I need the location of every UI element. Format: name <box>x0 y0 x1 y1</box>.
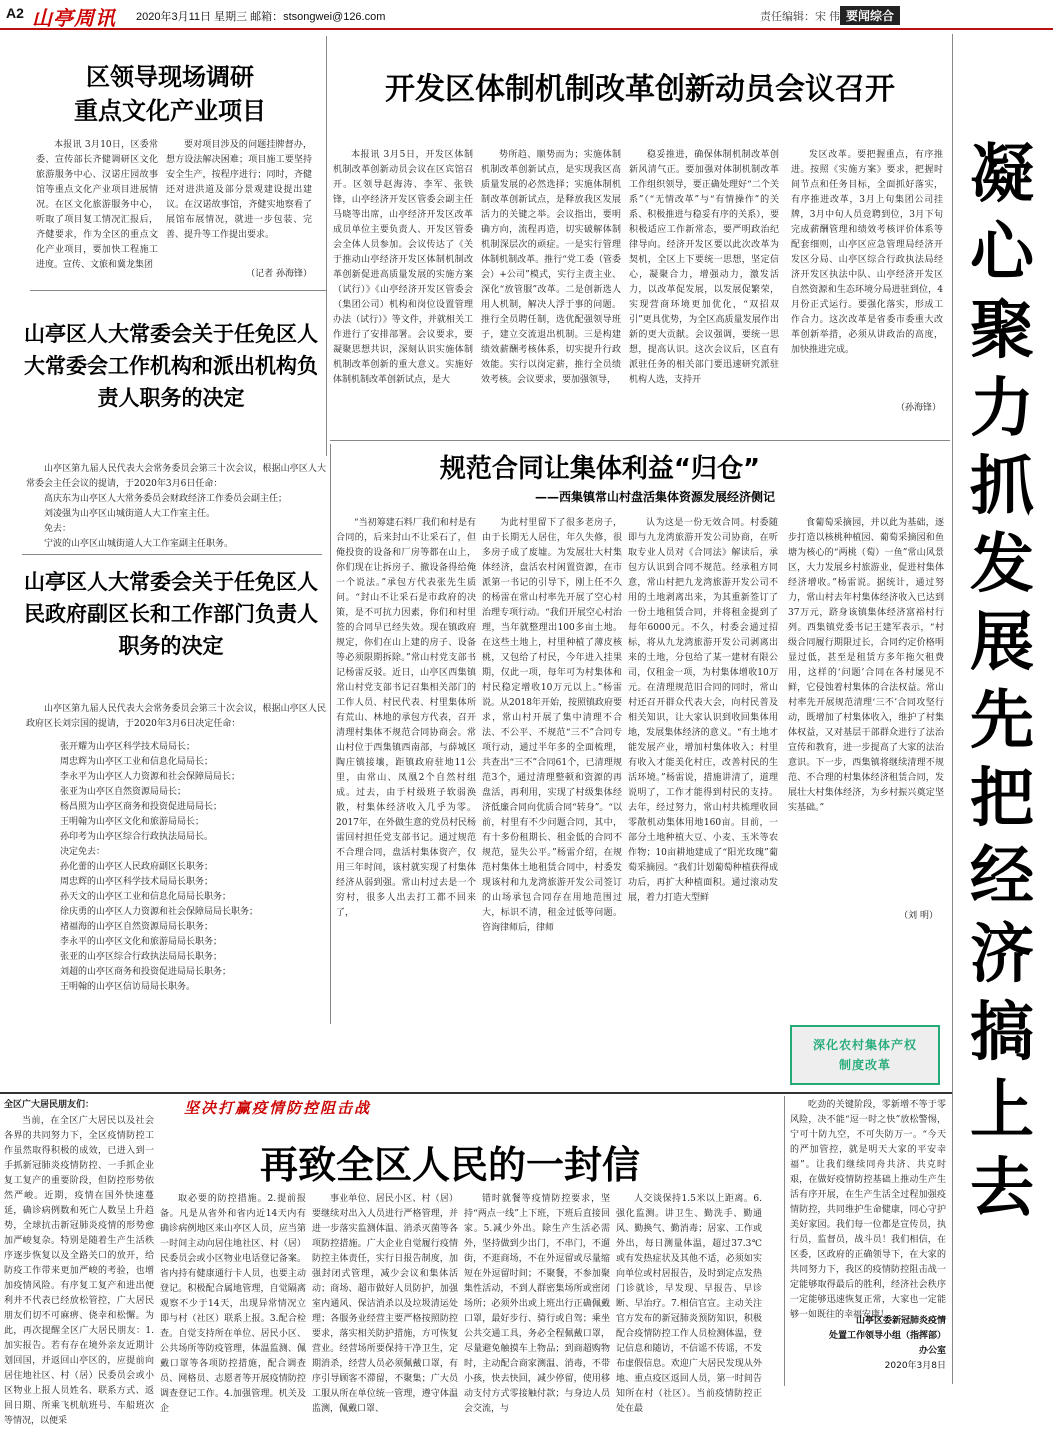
article2-headline: 开发区体制机制改革创新动员会议召开 <box>385 72 895 107</box>
article5-col4 <box>788 516 944 906</box>
article6-col0 <box>4 1114 154 1426</box>
article3-body <box>26 462 326 552</box>
letter-salutation: 全区广大居民朋友们： <box>4 1100 95 1110</box>
article6-col1-text: 取必要的防控措施。2.提前报备。凡是从省外和省内近14天内有确诊病例地区来山亭区人员，应当第一时间主动向居住地社区、村（居）民委员会或小区物业电话登记备案。省内持有健康通行卡人员，也要主动登记。积极配合属地管理，自觉隔离观察不少于14天，出现异常情况立即与村（社区）联系上报。3.配合检查。自觉支持所在单位、居民小区、公共场所等防疫管理，体温监测、佩戴口罩等各项防控措施，配合调查员、网格员、志愿者等开展疫情防控调查登记工作。4.加强管理。机关及企 <box>160 1194 306 1414</box>
article2-col3-text: 稳妥推进，确保体制机制改革创新风清气正。要加强对体制机制改革工作组织领导，要正确处理好“二个关系”（“无情改革”与“有情操作”的关系、积极推进与稳妥有序的关系），要积极适应工作新常态，要严明政治纪律导向。经济开发区要以此次改革为契机，全区上下要统一思想，坚定信心，凝聚合力，增强动力，激发活力，以改革促发展，以发展促繁荣，实现营商环境更加优化，“双招双引”更具优势，为全区高质量发展作出新的更大贡献。会议强调，要统一思想，提高认识。这次会议后，区直有派驻任务的相关部门要迅速研究派驻机构人选，支持开 <box>629 150 779 385</box>
page-number: A2 <box>6 5 24 21</box>
signature-line: 办公室 <box>918 1346 946 1356</box>
article6-col4 <box>616 1192 762 1414</box>
section-divider <box>330 440 950 441</box>
slogan-divider <box>952 34 953 1384</box>
article-divider <box>330 444 331 1024</box>
article2-col4 <box>791 148 943 388</box>
list-item: 杨昌照为山亭区商务和投资促进局局长； <box>60 802 223 812</box>
article3-para: 刘凌强为山亭区山城街道人大工作室主任。 <box>44 509 216 519</box>
article5-col2-text: 为此村里留下了很多老房子，由于长期无人居住，年久失修，很多房子成了废墟。为发展壮大村集体经济，盘活农村闲置资源，在市派第一书记的引导下，刚上任不久的杨雷在常山村率先开展了空心村治理专项行动。“我们开展空心村治理，当年就整理出100多亩土地。在这些土地上，村里种植了薄皮核桃，又包给了村民，今年进入挂果期，仅此一项，每年可为村集体和村民稳定增收10万元以上。”杨雷说。从2018年开始，按照镇政府要求，常山村开展了集中清理不合法、不公平、不规范“三不”合同专项行动，通过半年多的全面梳理，共查出“三不”合同61个，已清理规范3个，通过清理整顿和资源的再盘活，再利用，实现了村级集体经济低廉合同向优质合同“转身”。“以前，村里有不少问题合同，其中，有十多份租期长、租金低的合同不规范，显失公平。”杨雷介绍，在规范村集体土地租赁合同中，村委发现该村和九龙湾旅游开发公司签订的山场承包合同存在用地范围过大，标识不清，租金过低等问题。咨询律师后，律师 <box>482 518 622 933</box>
article1-title-line2: 重点文化产业项目 <box>74 97 266 125</box>
letter-date: 2020年3月8日 <box>884 1361 946 1371</box>
article6-col2-text: 事业单位、居民小区、村（居）要继续对出入人员进行严格管理，并进一步落实监测体温、消杀灭菌等各项防控措施。广大企业自觉履行疫情防控主体责任，实行日报告制度，加强封闭式管理，减少会议和集体活动；商场、超市做好人员防护，加强室内通风、保洁消杀以及垃圾清运处理；各服务业经营主要严格按照防控要求，落实相关防护措施，方可恢复营业。经营场所要保持干净卫生，定期消杀，经营人员必须佩戴口罩，有序引导顾客不滞留，不聚集；广大员工服从所在单位统一管理，遵守体温监测，佩戴口罩、 <box>312 1194 458 1414</box>
list-item: 张亚的山亭区综合行政执法局局长职务； <box>60 952 223 962</box>
section-divider <box>0 1092 952 1094</box>
article6-col3 <box>464 1192 610 1414</box>
article-divider <box>784 1096 785 1386</box>
section-divider <box>30 290 326 291</box>
list-item: 褚福海的山亭区自然资源局局长职务； <box>60 922 214 932</box>
article4-headline: 山亭区人大常委会关于任免区人民政府副区长和工作部门负责人职务的决定 <box>24 570 318 658</box>
article1-col2-text: 要对项目涉及的问题挂牌督办，想方设法解决困难；项目施工要坚持安全生产，按程序进行；同时，齐健还对进洪道及部分景观建设提出建议。在汉诺故事馆，齐健实地察看了展馆布展情况，就进一步包装、完善、提升等工作提出要求。 <box>166 140 312 240</box>
article5-col3-text: 认为这是一份无效合同。村委随即与九龙湾旅游开发公司协商，在听取专业人员对《合同法》解读后，承包方认识到合同不规范。经承租方同意，常山村把九龙湾旅游开发公司不用的土地剥离出来，为其重新签订了一份土地租赁合同，并将租金提到了每年6000元。不久，村委会通过招标，将从九龙湾旅游开发公司剥离出来的土地，分包给了某一建材有限公司，仅租金一项，为村集体增收10万元。在清理规范旧合同的同时，常山村还召开群众代表大会，向村民普及相关知识，让大家认识到收回集体用地，发展集体经济的意义。“有土地才能发展产业，增加村集体收入；村里有收入才能美化村庄，改善村民的生活环境。”杨雷说，措施讲清了，道理说明了，工作才能得到村民的支持。去年，经过努力，常山村共梳理收回零散机动集体用地160亩。目前，一部分土地种植大豆、小麦、玉米等农作物；10亩耕地建成了“阳光玫瑰”葡萄采摘园。“我们计划葡萄种植获得成功后，再扩大种植面积。通过滚动发展，着力打造大型鲜 <box>628 518 778 903</box>
section-label: 要闻综合 <box>840 6 900 25</box>
article2-col2 <box>481 148 621 448</box>
article6-col1 <box>160 1192 306 1414</box>
article2-credit: （孙海锋） <box>895 403 941 413</box>
article6-col5-text: 吃劲的关键阶段，零新增不等于零风险，决不能“逗一时之快”放松警惕，宁可十防九空，不可失防万一。“今天的严加管控，就是明天大家的平安幸福”。让我们继续同舟共济、共克时艰，在做好疫情防控基础上推动生产生活有序开展，在生产生活全过程加强疫情防控，共同维护生命健康，同心守护美好家园。我们每一位都是宣传员，执行员，监督员，战斗员！我们相信，在区委，区政府的正确领导下，在大家的共同努力下，我区的疫情防控阻击战一定能够取得最后的胜利，经济社会秩序一定能够迅速恢复正常，大家也一定能够一如既往的幸福安康！ <box>790 1100 946 1320</box>
article5-col1 <box>336 516 476 1026</box>
article2-col4-text: 发区改革。要把握重点，有序推进。按照《实施方案》要求，把握时间节点和任务目标，全面抓好落实，有序推进改革，3月上旬集团公司挂牌，3月中旬人员竞聘到位，3月下旬完成薪酬管理和绩效考核评价体系等配套细则，山亭区应急管理局经济开发区分局、山亭区综合行政执法局经济开发区执法中队、山亭经济开发区自然资源和生态环境分局进驻到位，4月份正式运行。要强化落实，形成工作合力。这次改革是省委市委重大改革创新举措，必须从讲政治的高度，加快推进完成。 <box>791 150 943 355</box>
article1-col1-text: 本报讯 3月10日，区委常委、宣传部长齐健调研区文化旅游服务中心、汉诺庄园故事馆等重点文化产业项目进展情况。在区文化旅游服务中心，听取了项目复工情况汇报后，齐健要求，作为全区的重点文化产业项目，要加快工程施工进度。宣传、文旅和冀龙集团 <box>36 140 158 270</box>
list-item: 王明翰为山亭区文化和旅游局局长； <box>60 817 205 827</box>
article6-col2 <box>312 1192 458 1414</box>
masthead-bar <box>0 0 1053 30</box>
article3-para: 免去： <box>44 524 72 534</box>
article2-col3 <box>629 148 779 448</box>
vertical-slogan <box>960 136 1044 1391</box>
article2-col1 <box>333 148 473 448</box>
issue-meta: 2020年3月11日 星期三 邮箱：stsongwei@126.com <box>136 11 386 23</box>
article3-para: 高庆东为山亭区人大常务委员会财政经济工作委员会副主任； <box>44 494 288 504</box>
editor-credit: 责任编辑：宋 伟 <box>760 11 841 23</box>
article3-para: 宁波的山亭区山城街道人大工作室副主任职务。 <box>44 539 234 549</box>
article6-col3-text: 错时就餐等疫情防控要求，坚持“两点一线”上下班，下班后直接回家。5.减少外出。除生产生活必需外，坚持做到少出门，不串门，不遛街，不逛商场，不在外逗留或尽量缩短在外逗留时间；不聚餐，不参加聚集性活动，不到人群密集场所或密闭场所；必须外出或上班出行正确佩戴口罩，最好步行、骑行或自驾；乘坐公共交通工具，务必全程佩戴口罩，尽量避免触摸车上物品；到商超购物时，主动配合商家测温、消毒，不带小孩，快去快回，减少停留，使用移动支付方式零接触付款；与身边人员会交流，与 <box>464 1194 610 1414</box>
article5-credit: （刘 明） <box>899 911 938 921</box>
list-item: 刘超的山亭区商务和投资促进局局长职务； <box>60 967 232 977</box>
article5-col1-text: “当初筹建石料厂我们和村是有合同的，后来封山不让采石了，但俺投资的设备和厂房等都在山上，你们现在让拆房子、撤设备得给俺一个说法。”承包方代表张先生质问。“封山不让采石是市政府的决策，是不可抗力因素，你们和村里签的合同早已经失效。现在镇政府规定，你们在山上建的房子、设备等必须限期拆除。”常山村党支部书记杨雷反驳。近日，山亭区西集镇常山村党支部书记召集相关部门的工作人员、村民代表、村里集体所有荒山、林地的承包方代表，召开清理村集体不规范合同协商会。常山村位于西集镇西南部，与薛城区陶庄镇接壤，距镇政府驻地11公里，由常山、凤凰2个自然村组成。过去，由于村级班子软弱涣散，村集体经济收入几乎为零。2017年，在外做生意的党员村民杨雷回村担任党支部书记。通过规范不合理合同，盘活村集体资产，仅用三年时间，该村就实现了村集体经济从弱到强。常山村过去是一个穷村，很多人出去打工都不回来了， <box>336 518 476 918</box>
article1-title-line1: 区领导现场调研 <box>86 63 254 91</box>
newspaper-logo: 山亭周讯 <box>32 6 116 30</box>
article1-credit: （记者 孙海锋） <box>246 269 312 279</box>
section-divider <box>22 554 322 555</box>
list-item: 徐庆勇的山亭区人力资源和社会保障局局长职务； <box>60 907 259 917</box>
article4-intro <box>26 702 326 738</box>
article-divider <box>326 36 327 456</box>
reform-tag-box <box>790 1025 940 1085</box>
article3-headline: 山亭区人大常委会关于任免区人大常委会工作机构和派出机构负责人职务的决定 <box>24 322 318 410</box>
list-item: 决定免去： <box>60 847 106 857</box>
article5-col2 <box>482 516 622 1026</box>
article3-para: 山亭区第九届人民代表大会常务委员会第三十次会议，根据山亭区人大常委会主任会议的提请，于2020年3月6日任命： <box>26 464 326 489</box>
article5-col4-text: 食葡萄采摘园，并以此为基础，逐步打造以核桃种植园、葡萄采摘园和鱼塘为核心的“两桃（萄）一鱼”常山风景区，大力发展乡村旅游业，促进村集体经济增收。”杨雷说。据统计，通过努力，常山村去年村集体经济收入已达到37万元，跻身该镇集体经济富裕村行列。西集镇党委书记王建军表示，“村级合同履行期限过长，合同约定价格明显过低，甚至是租赁方多年拖欠租费用，这样的‘问题’合同在各村屡见不鲜，它侵蚀着村集体的合法权益。常山村率先开展规范清理‘三不’合同攻坚行动，既增加了村集体收入，维护了村集体权益，又对基层干部群众进行了法治宣传和教育，进一步提高了大家的法治意识。下一步，西集镇将继续清理不规范、不合理的村集体经济租赁合同，发展壮大村集体经济，为乡村振兴奠定坚实基础。” <box>788 518 944 813</box>
signature-line: 处置工作领导小组（指挥部） <box>828 1331 946 1341</box>
article5-headline: 规范合同让集体利益“归仓” <box>439 454 761 484</box>
article1-col1 <box>36 138 158 278</box>
list-item: 周忠辉的山亭区科学技术局局长职务； <box>60 877 214 887</box>
list-item: 王明翰的山亭区信访局局长职务。 <box>60 982 196 992</box>
article2-col1-text: 本报讯 3月5日，开发区体制机制改革创新动员会议在区宾馆召开。区领导赵海涛、李军、张铁锋，山亭经济开发区管委会副主任马晓等出席，山亭经济开发区改革成员单位主要负责人、开发区管委会全体人员参加。会议传达了《关于推动山亭经济开发区体制机制改革创新促进高质量发展的实施方案（试行）》《山亭经济开发区管委会（集团公司）机构和岗位设置管理办法（试行）》等文件，并就相关工作进行了安排部署。会议要求，要凝聚思想共识，深刻认识实施体制机制改革创新的重大意义。实施好体制机制改革创新试点，是大 <box>333 150 473 385</box>
list-item: 张开耀为山亭区科学技术局局长； <box>60 742 196 752</box>
article4-appointment-list <box>26 740 326 998</box>
article5-col3 <box>628 516 778 1026</box>
list-item: 周忠辉为山亭区工业和信息化局局长； <box>60 757 214 767</box>
slogan-text: 凝心聚力抓发展 先把经济搞上去 <box>970 138 1034 1226</box>
article6-col5 <box>790 1098 946 1320</box>
article6-col4-text: 人交谈保持1.5米以上距离。6.强化监测。讲卫生、勤洗手、勤通风、勤换气、勤消毒；居家、工作或外出，每日测量体温，超过37.3℃或有发热症状及其他不适，必须如实向单位或村居报告，及时到定点发热门诊就诊，早发现、早报告、早诊断、早治疗。7.相信官宣。主动关注官方发布的新冠肺炎预防知识，积极配合疫情防控工作人员检测体温，登记信息和随访，不信谣不传谣，不发布虚假信息。欢迎广大居民发现从外地、重点疫区返回人员，第一时间告知所在村（社区）。当前疫情防控正处在最 <box>616 1194 762 1414</box>
article1-col2 <box>166 138 312 262</box>
reform-tag-line2: 制度改革 <box>838 1058 891 1072</box>
letter-kicker: 坚决打赢疫情防控阻击战 <box>184 1099 372 1117</box>
list-item: 李永平为山亭区人力资源和社会保障局局长； <box>60 772 241 782</box>
article2-col2-text: 势所趋、顺势而为；实施体制机制改革创新试点，是实现我区高质量发展的必然选择；实施体制机制改革创新试点，是释放我区发展活力的关键之举。会议指出，要明确方向，流程再造，切实破解体制机制深层次的顽症。一是实行管理体制机制改革。推行“党工委（管委会）+公司”模式，实行主责主业、深化“放管服”改革。二是创新选人用人机制，解决人浮于事的问题。推行全员聘任制，选优配强领导班子，建立交流退出机制。三是构建绩效薪酬考核体系，切实提升行政效能。实行以岗定薪，推行全员绩效考核。会议要求，要加强领导， <box>481 150 621 385</box>
signature-line: 山亭区委新冠肺炎疫情 <box>855 1316 946 1326</box>
letter-signature <box>790 1314 946 1386</box>
letter-headline: 再致全区人民的一封信 <box>259 1143 640 1187</box>
list-item: 李永平的山亭区文化和旅游局局长职务； <box>60 937 223 947</box>
list-item: 张亚为山亭区自然资源局局长； <box>60 787 187 797</box>
article5-subtitle: ——西集镇常山村盘活集体资源发展经济侧记 <box>534 490 775 504</box>
article6-col0-text: 当前，在全区广大居民以及社会各界的共同努力下，全区疫情防控工作虽然取得积极的成效，已进入到一手抓新冠肺炎疫情防控、一手抓企业复工复产的重要阶段，但防控形势依然严峻。近期，疫情在国外快速蔓延，确诊病例数和死亡人数呈上升趋势，全球抗击新冠肺炎疫情的形势愈加严峻复杂。特别是随着生产生活秩序逐步恢复以及全路关口的放开，给防疫工作带来更加严峻的考验，也增加疫情风险。有序复工复产和进出便利并不代表已经放松管控，广大居民朋友们切不可麻痹、侥幸和松懈。为此，再次提醒全区广大居民朋友：1.加实报告。若有存在境外亲友近期计划回国，并返回山亭区的，应提前向居住地社区、村（居）民委员会或小区物业上报人员姓名、联系方式、返回日期、所乘飞机航班号、车船班次等情况，以便采 <box>4 1116 154 1426</box>
list-item: 孙印考为山亭区综合行政执法局局长。 <box>60 832 214 842</box>
list-item: 孙天文的山亭区工业和信息化局局长职务； <box>60 892 232 902</box>
article4-intro-text: 山亭区第九届人民代表大会常务委员会第三十次会议，根据山亭区人民政府区长刘宗国的提请，于2020年3月6日决定任命： <box>26 704 326 729</box>
article1-headline <box>20 60 320 128</box>
reform-tag-line1: 深化农村集体产权 <box>812 1038 917 1052</box>
list-item: 孙化蕾的山亭区人民政府副区长职务； <box>60 862 214 872</box>
